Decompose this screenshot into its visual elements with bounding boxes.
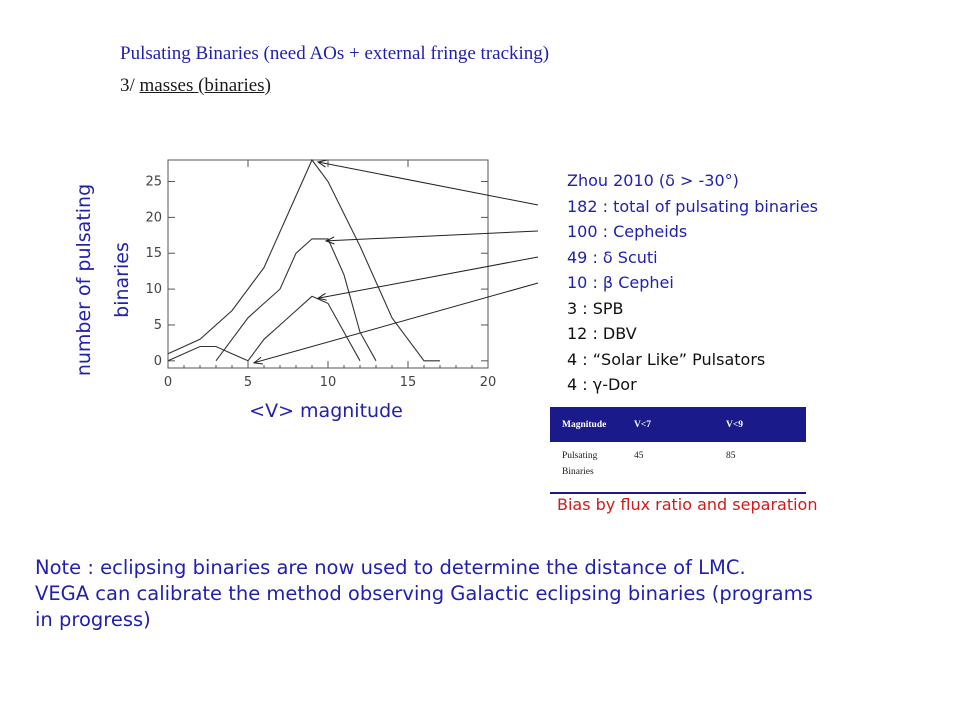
legend-item: 12 : DBV — [567, 324, 637, 343]
y-tick-label: 5 — [153, 317, 162, 333]
y-axis-label-line-2: binaries — [111, 242, 133, 318]
x-tick-label: 0 — [163, 375, 173, 390]
x-axis-label: <V> magnitude — [249, 400, 403, 422]
subtitle-underlined: masses (binaries) — [139, 75, 271, 96]
legend-item: 4 : “Solar Like” Pulsators — [567, 349, 766, 369]
series-line-3 — [248, 296, 360, 361]
x-tick-label: 5 — [243, 375, 253, 390]
legend-item: 10 : β Cephei — [567, 273, 674, 292]
y-tick-label: 25 — [145, 174, 162, 190]
y-tick-label: 20 — [145, 210, 162, 226]
slide-title: Pulsating Binaries (need AOs + external fringe tracking) — [120, 43, 550, 64]
slide-subtitle — [120, 75, 271, 97]
legend — [567, 168, 818, 398]
y-tick-label: 15 — [145, 246, 162, 262]
legend-item: 100 : Cepheids — [567, 222, 688, 241]
table-header-cell: Magnitude — [550, 407, 622, 442]
magnitude-table — [550, 407, 806, 494]
bias-note: Bias by flux ratio and separation — [557, 495, 818, 514]
y-axis-label-line-1: number of pulsating — [73, 183, 95, 377]
row-label-line-2: Binaries — [562, 467, 594, 477]
legend-header: Zhou 2010 (δ > -30°) — [567, 171, 739, 190]
annotation-arrow-4 — [254, 283, 538, 363]
table-row-label — [550, 442, 622, 493]
note-line: in progress) — [35, 608, 151, 631]
legend-item: 3 : SPB — [567, 298, 624, 318]
row-label-line-1: Pulsating — [562, 451, 598, 461]
y-tick-label: 10 — [145, 282, 162, 298]
legend-total: 182 : total of pulsating binaries — [567, 196, 819, 216]
x-tick-label: 15 — [399, 375, 417, 390]
note-line: Note : eclipsing binaries are now used to determine the distance of LMC. — [35, 556, 746, 579]
legend-item: 4 : γ-Dor — [567, 375, 637, 394]
table-cell: 45 — [622, 442, 714, 493]
table-cell: 85 — [714, 442, 806, 493]
table-header-cell: V<7 — [622, 407, 714, 442]
table-header-row — [550, 407, 806, 442]
y-tick-label: 0 — [153, 353, 162, 369]
series-line-1 — [168, 160, 440, 361]
note-line: VEGA can calibrate the method observing Galactic eclipsing binaries (programs — [35, 582, 813, 605]
pulsating-binaries-chart — [60, 140, 540, 430]
subtitle-prefix: 3/ — [120, 75, 140, 96]
annotation-arrow-1 — [318, 162, 538, 205]
note-paragraph — [35, 555, 945, 633]
table-header-cell: V<9 — [714, 407, 806, 442]
legend-item: 49 : δ Scuti — [567, 247, 658, 267]
x-tick-label: 20 — [479, 375, 497, 390]
x-tick-label: 10 — [319, 375, 337, 390]
annotation-arrow-2 — [326, 231, 538, 241]
table-row — [550, 442, 806, 493]
plot-frame — [168, 160, 488, 368]
